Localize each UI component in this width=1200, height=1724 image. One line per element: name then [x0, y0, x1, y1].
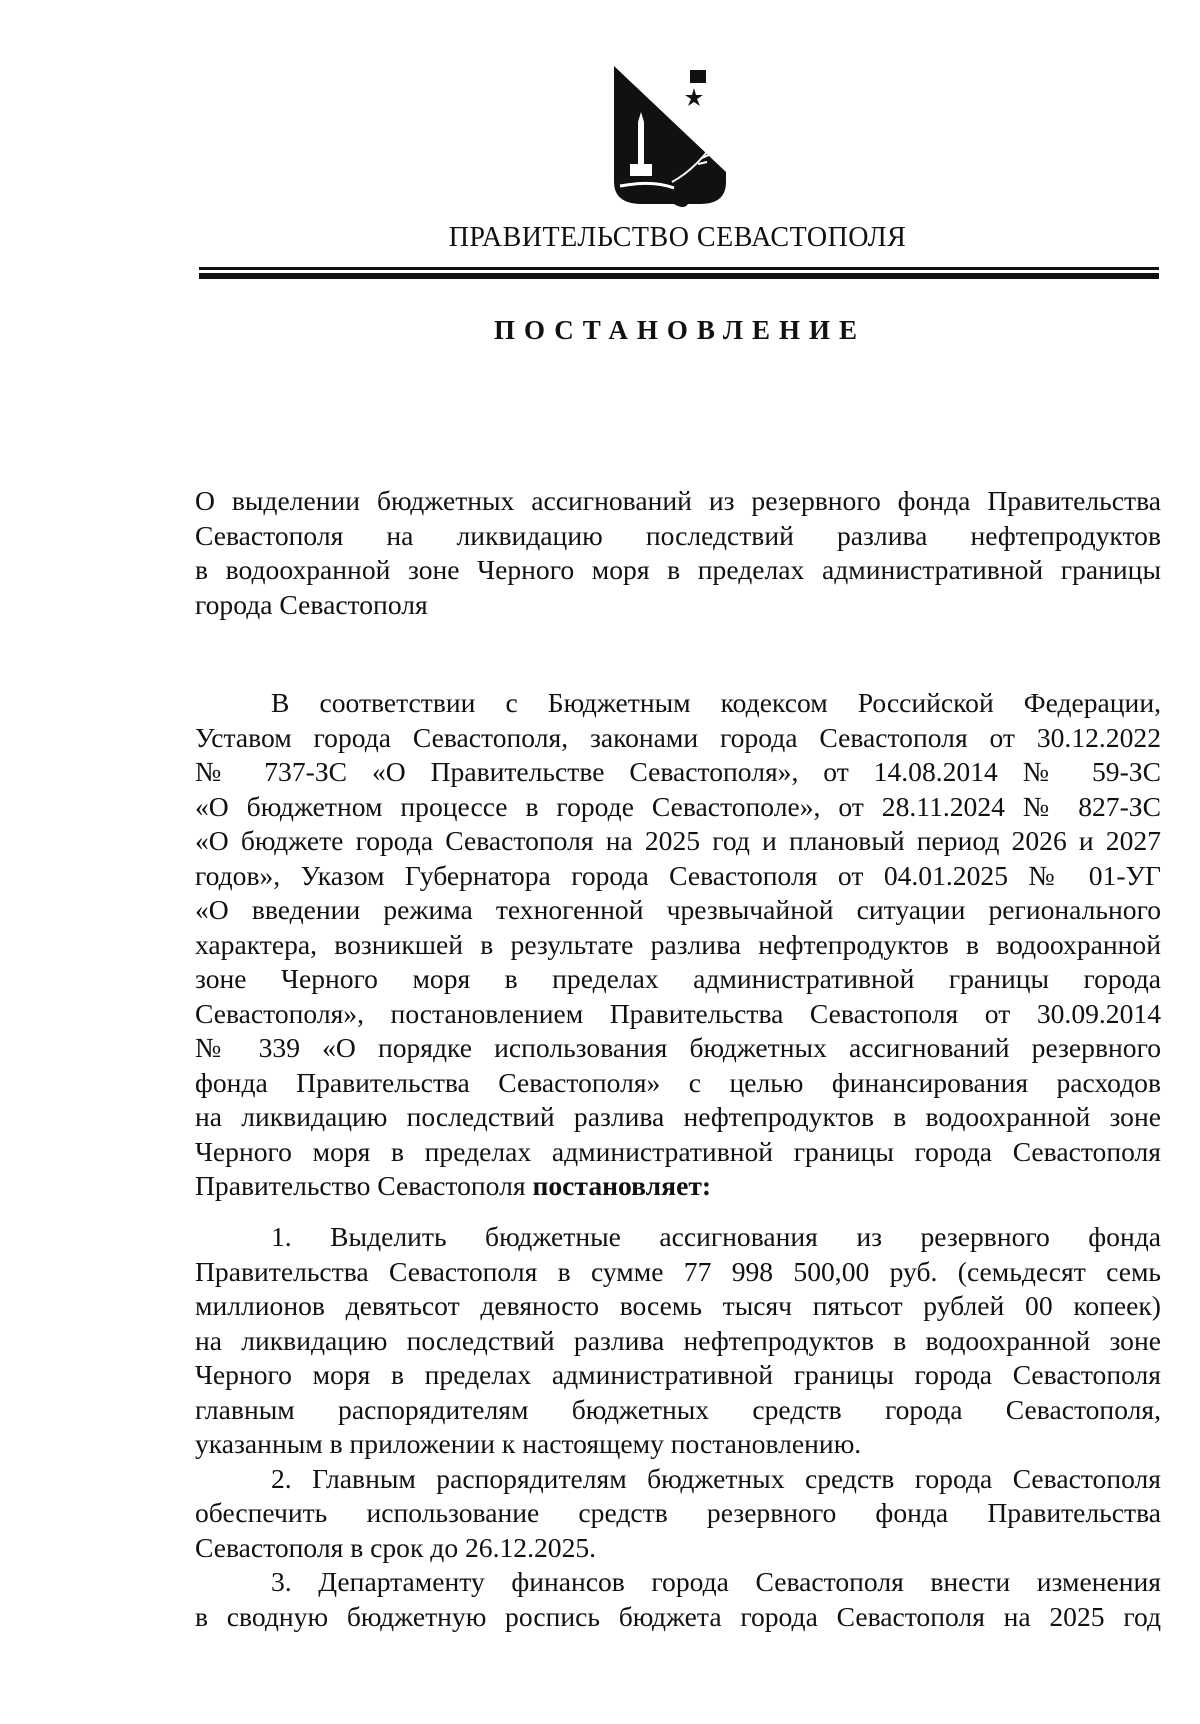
preamble-line: Севастополя», постановлением Правительства Севастополя от 30.09.2014: [195, 997, 1161, 1029]
subject-line: города Севастополя: [195, 588, 428, 620]
preamble-line: «О бюджете города Севастополя на 2025 год и плановый период 2026 и 2027: [195, 825, 1161, 856]
document-type-heading: ПОСТАНОВЛЕНИЕ: [493, 315, 867, 345]
preamble-line: В соответствии с Бюджетным кодексом Российской Федерации,: [271, 687, 1161, 718]
item-2-line: обеспечить использование средств резервного фонда Правительства: [195, 1497, 1161, 1528]
item-3-line: в сводную бюджетную роспись бюджета города Севастополя на 2025 год: [195, 1600, 1161, 1632]
resolution-items: [195, 1220, 1161, 1634]
item-1-line: Правительства Севастополя в сумме 77 998 500,00 руб. (семьдесят семь: [195, 1255, 1161, 1287]
item-1-line: миллионов девятьсот девяносто восемь тысяч пятьсот рублей 00 копеек): [195, 1290, 1161, 1321]
preamble-paragraph: [195, 686, 1161, 1204]
preamble-line: «О бюджетном процессе в городе Севастополе», от 28.11.2024 № 827-ЗС: [195, 790, 1161, 822]
item-3-line: 3. Департаменту финансов города Севастополя внести изменения: [271, 1566, 1161, 1597]
preamble-line: характера, возникшей в результате разлива нефтепродуктов в водоохранной: [195, 928, 1161, 960]
preamble-line: Черного моря в пределах административной границы города Севастополя: [195, 1135, 1161, 1167]
item-1-line: на ликвидацию последствий разлива нефтепродуктов в водоохранной зоне: [195, 1324, 1161, 1356]
item-1-line: указанным в приложении к настоящему постановлению.: [195, 1428, 862, 1459]
header-rule-thin: [199, 267, 1159, 270]
document-subject: [195, 484, 1161, 622]
subject-line: Севастополя на ликвидацию последствий разлива нефтепродуктов: [195, 519, 1161, 551]
preamble-line: годов», Указом Губернатора города Севастополя от 04.01.2025 № 01-УГ: [195, 859, 1161, 891]
preamble-line: № 339 «О порядке использования бюджетных ассигнований резервного: [195, 1032, 1161, 1063]
preamble-line: «О введении режима техногенной чрезвычайной ситуации регионального: [195, 894, 1161, 925]
subject-line: в водоохранной зоне Черного моря в пределах административной границы: [195, 554, 1161, 585]
preamble-line: № 737-ЗС «О Правительстве Севастополя», от 14.08.2014 № 59-ЗС: [195, 756, 1161, 787]
preamble-line: на ликвидацию последствий разлива нефтепродуктов в водоохранной зоне: [195, 1101, 1161, 1132]
item-2-line: 2. Главным распорядителям бюджетных средств города Севастополя: [271, 1462, 1161, 1494]
item-1-line: главным распорядителям бюджетных средств города Севастополя,: [195, 1393, 1161, 1425]
preamble-line: зоне Черного моря в пределах административной границы города: [195, 963, 1161, 994]
preamble-line: фонда Правительства Севастополя» с целью финансирования расходов: [195, 1066, 1161, 1098]
header-rule-thick: [199, 273, 1159, 279]
preamble-final-text: Правительство Севастополя: [195, 1170, 526, 1201]
coat-of-arms-icon: [612, 64, 728, 212]
preamble-line: Уставом города Севастополя, законами города Севастополя от 30.12.2022: [195, 721, 1161, 753]
item-1-line: Черного моря в пределах административной границы города Севастополя: [195, 1359, 1161, 1390]
organization-title: ПРАВИТЕЛЬСТВО СЕВАСТОПОЛЯ: [448, 222, 907, 253]
subject-line: О выделении бюджетных ассигнований из резервного фонда Правительства: [195, 485, 1161, 516]
item-1-line: 1. Выделить бюджетные ассигнования из резервного фонда: [271, 1221, 1161, 1252]
resolution-keyword: постановляет:: [532, 1170, 712, 1201]
item-2-line: Севастополя в срок до 26.12.2025.: [195, 1531, 597, 1563]
preamble-final-line: [195, 1169, 1161, 1204]
